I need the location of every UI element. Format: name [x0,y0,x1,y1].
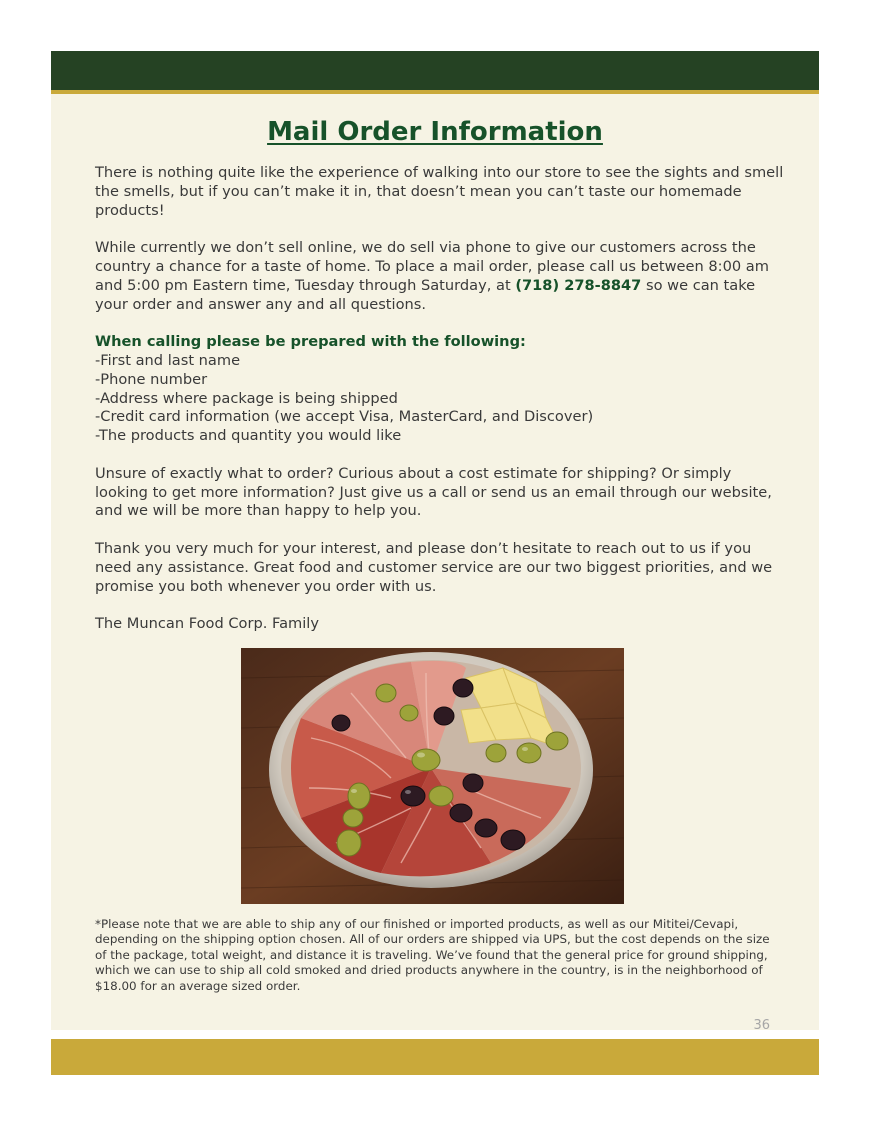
unsure-paragraph: Unsure of exactly what to order? Curious about a cost estimate for shipping? Or simply looking to get more information? Just give us a call or send us an email through our website, and we will be more than happy to help you. [95,464,772,520]
checklist-heading: When calling please be prepared with the following: [95,333,526,351]
phone-number: (718) 278-8847 [515,276,642,294]
order-paragraph [95,239,785,314]
checklist-item: -First and last name [95,351,241,369]
order-text-before: While currently we don’t sell online, we do sell via phone to give our customers across the country a chance for a taste of home. To place a mail order, please call us between 8:00 am and 5:00 pm Eastern time, Tuesday through Saturday, at [95,239,769,294]
page-title: Mail Order Information [267,117,603,147]
body-text [95,164,785,653]
checklist-item: -The products and quantity you would like [95,427,402,445]
page-number: 36 [753,1018,770,1033]
charcuterie-platter-image [241,648,624,904]
checklist-item: -Address where package is being shipped [95,389,398,407]
footer-band [51,1039,819,1075]
checklist-item: -Phone number [95,370,208,388]
shipping-footnote: *Please note that we are able to ship any of our finished or imported products, as well as our Mititei/Cevapi, depending on the shipping option chosen. All of our orders are shipped via UPS, but the cost depends on the size of the package, total weight, and distance it is traveling. We’ve found that the general price for ground shipping, which we can use to ship all cold smoked and dried products anywhere in the country, is in the neighborhood of $18.00 for an average sized order. [95,917,770,993]
thanks-paragraph: Thank you very much for your interest, and please don’t hesitate to reach out to us if you need any assistance. Great food and customer service are our two biggest priorities, and we promise you both whenever you order with us. [95,539,773,595]
checklist-item: -Credit card information (we accept Visa, MasterCard, and Discover) [95,408,594,426]
header-band [51,51,819,90]
checklist [95,333,785,446]
signoff: The Muncan Food Corp. Family [95,615,319,633]
intro-paragraph: There is nothing quite like the experience of walking into our store to see the sights and smell the smells, but if you can’t make it in, that doesn’t mean you can’t taste our homemade products! [95,164,784,219]
order-text-after: so we can take your order and answer any and all questions. [95,276,756,313]
